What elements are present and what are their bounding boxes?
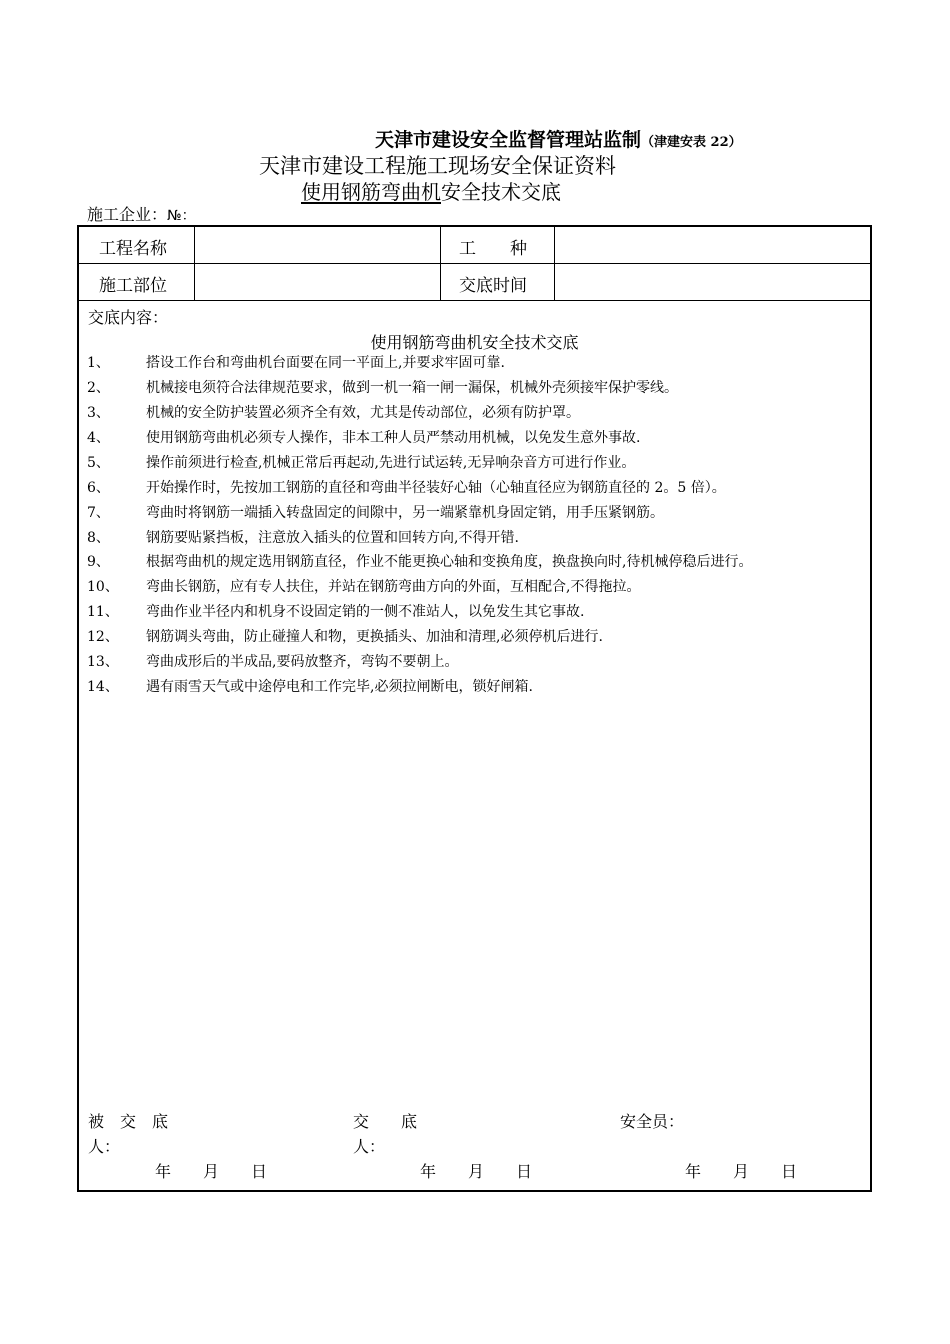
location-label: 施工部位 <box>99 276 167 296</box>
item-text: 弯曲作业半径内和机身不设固定销的一侧不准站人，以免发生其它事故. <box>146 604 585 620</box>
doc-title <box>301 176 561 205</box>
list-item <box>87 376 868 400</box>
item-text: 开始操作时，先按加工钢筋的直径和弯曲半径装好心轴（心轴直径应为钢筋直径的 2。5 倍）。 <box>146 480 726 496</box>
supervisor-line <box>375 125 742 152</box>
col-divider-3 <box>554 227 555 301</box>
item-number: 1、 <box>87 355 110 371</box>
item-number: 14、 <box>87 679 119 695</box>
trade-label: 工 种 <box>459 239 527 259</box>
col-divider-2 <box>440 227 441 301</box>
project-name-value[interactable] <box>203 234 431 256</box>
item-number: 3、 <box>87 405 110 421</box>
item-number: 9、 <box>87 554 110 570</box>
item-text: 根据弯曲机的规定选用钢筋直径，作业不能更换心轴和变换角度，换盘换向时,待机械停稳后进行。 <box>146 554 753 570</box>
project-name-label: 工程名称 <box>99 239 167 259</box>
recipient-label-2: 人： <box>88 1137 121 1156</box>
form-table <box>77 225 872 1192</box>
trade-value[interactable] <box>563 234 863 256</box>
item-text: 机械的安全防护装置必须齐全有效，尤其是传动部位，必须有防护罩。 <box>146 405 580 421</box>
item-number: 6、 <box>87 480 110 496</box>
list-item <box>87 501 868 525</box>
list-item <box>87 401 868 425</box>
item-text: 机械接电须符合法律规范要求，做到一机一箱一闸一漏保，机械外壳须接牢保护零线。 <box>146 380 678 396</box>
discloser-label-1: 交 底 <box>353 1112 418 1131</box>
list-item <box>87 526 868 550</box>
item-text: 操作前须进行检查,机械正常后再起动,先进行试运转,无异响杂音方可进行作业。 <box>146 455 636 471</box>
discloser-label-2: 人： <box>353 1137 386 1156</box>
recipient-date: 年 月 日 <box>155 1162 268 1181</box>
time-value[interactable] <box>563 271 863 293</box>
list-item <box>87 351 868 375</box>
discloser-date: 年 月 日 <box>420 1162 533 1181</box>
list-item <box>87 675 868 699</box>
item-text: 钢筋要贴紧挡板，注意放入插头的位置和回转方向,不得开错. <box>146 530 519 546</box>
safety-officer-label: 安全员： <box>620 1112 685 1131</box>
instruction-list <box>87 351 868 699</box>
item-number: 11、 <box>87 604 119 620</box>
location-value[interactable] <box>203 271 431 293</box>
supervisor-text: 天津市建设安全监督管理站监制 <box>375 129 642 151</box>
item-number: 7、 <box>87 505 110 521</box>
item-number: 13、 <box>87 654 119 670</box>
list-item <box>87 650 868 674</box>
time-label: 交底时间 <box>459 276 527 296</box>
doc-title-rest: 安全技术交底 <box>441 180 561 204</box>
col-divider-1 <box>194 227 195 301</box>
list-item <box>87 451 868 475</box>
item-number: 5、 <box>87 455 110 471</box>
form-code: （津建安表 22） <box>641 135 742 150</box>
doc-title-underlined: 使用钢筋弯曲机 <box>301 180 441 204</box>
number-label: №： <box>167 208 196 224</box>
item-text: 遇有雨雪天气或中途停电和工作完毕,必须拉闸断电，锁好闸箱. <box>146 679 533 695</box>
content-title: 使用钢筋弯曲机安全技术交底 <box>370 333 579 352</box>
safety-officer-date: 年 月 日 <box>685 1162 798 1181</box>
list-item <box>87 426 868 450</box>
item-text: 弯曲时将钢筋一端插入转盘固定的间隙中，另一端紧靠机身固定销，用手压紧钢筋。 <box>146 505 664 521</box>
main-title: 天津市建设工程施工现场安全保证资料 <box>259 154 616 178</box>
list-item <box>87 600 868 624</box>
recipient-label-1: 被 交 底 <box>88 1112 169 1131</box>
item-text: 搭设工作台和弯曲机台面要在同一平面上,并要求牢固可靠. <box>146 355 505 371</box>
item-number: 8、 <box>87 530 110 546</box>
item-number: 12、 <box>87 629 119 645</box>
item-number: 4、 <box>87 430 110 446</box>
list-item <box>87 625 868 649</box>
list-item <box>87 476 868 500</box>
item-text: 使用钢筋弯曲机必须专人操作，非本工种人员严禁动用机械，以免发生意外事故. <box>146 430 641 446</box>
company-line <box>87 202 196 225</box>
content-label: 交底内容： <box>88 308 169 327</box>
list-item <box>87 575 868 599</box>
item-text: 钢筋调头弯曲，防止碰撞人和物，更换插头、加油和清理,必须停机后进行. <box>146 629 603 645</box>
company-label: 施工企业： <box>87 205 168 224</box>
item-number: 10、 <box>87 579 119 595</box>
item-number: 2、 <box>87 380 110 396</box>
row-divider-1 <box>79 263 870 264</box>
item-text: 弯曲成形后的半成品,要码放整齐，弯钩不要朝上。 <box>146 654 459 670</box>
item-text: 弯曲长钢筋，应有专人扶住，并站在钢筋弯曲方向的外面，互相配合,不得拖拉。 <box>146 579 641 595</box>
list-item <box>87 551 868 574</box>
row-divider-2 <box>79 300 870 301</box>
